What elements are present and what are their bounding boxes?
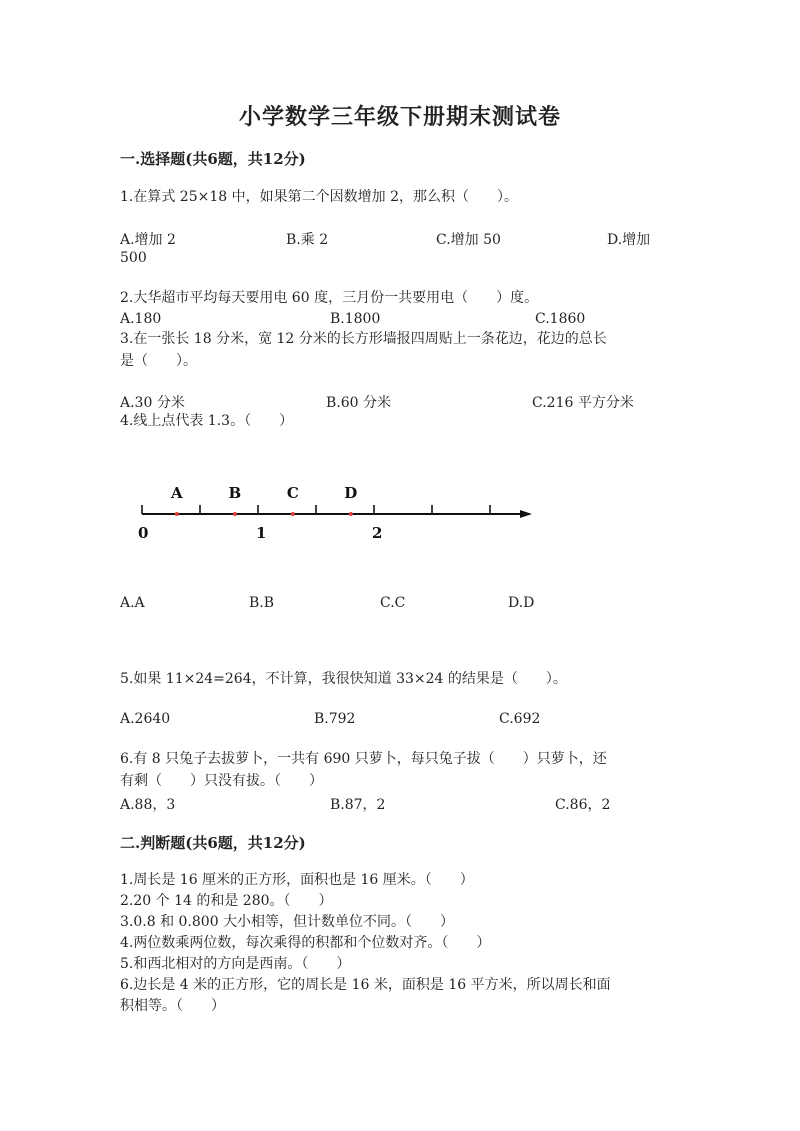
judge-item-3: 3.0.8 和 0.800 大小相等，但计数单位不同。（ ） (120, 914, 455, 930)
q4-option-d: D.D (508, 595, 535, 611)
q4-option-c: C.C (380, 595, 406, 611)
q2-option-b: B.1800 (330, 311, 381, 327)
q4-option-b: B.B (249, 595, 275, 611)
question-3-line-2: 是（ ）。 (120, 353, 197, 369)
number-line-point-label: A (170, 484, 183, 502)
question-3-line-1: 3.在一张长 18 分米，宽 12 分米的长方形墙报四周贴上一条花边，花边的总长 (120, 331, 607, 347)
number-line-point-label: D (344, 484, 358, 502)
question-6-line-1: 6.有 8 只兔子去拔萝卜，一共有 690 只萝卜，每只兔子拔（ ）只萝卜，还 (120, 751, 607, 767)
question-4: 4.线上点代表 1.3。（ ） (120, 413, 294, 429)
q3-option-c: C.216 平方分米 (532, 395, 634, 411)
judge-item-5: 5.和西北相对的方向是西南。（ ） (120, 956, 351, 972)
judge-item-6-line-1: 6.边长是 4 米的正方形，它的周长是 16 米，面积是 16 平方米，所以周长和面 (120, 977, 611, 993)
question-1: 1.在算式 25×18 中，如果第二个因数增加 2，那么积（ ）。 (120, 189, 518, 205)
judge-item-2: 2.20 个 14 的和是 280。（ ） (120, 893, 333, 909)
q1-option-c: C.增加 50 (436, 232, 501, 248)
section-heading-choice: 一.选择题(共6题，共12分) (120, 150, 306, 168)
q6-option-b: B.87，2 (330, 797, 386, 813)
number-line-point-label: C (286, 484, 299, 502)
question-2: 2.大华超市平均每天要用电 60 度，三月份一共要用电（ ）度。 (120, 290, 539, 306)
question-5: 5.如果 11×24=264，不计算，我很快知道 33×24 的结果是（ ）。 (120, 671, 567, 687)
number-line-point-label: B (228, 484, 242, 502)
q5-option-a: A.2640 (120, 711, 171, 727)
number-line-point (233, 512, 237, 516)
q2-option-a: A.180 (120, 311, 162, 327)
page-title: 小学数学三年级下册期末测试卷 (238, 104, 561, 130)
q1-option-d-continued: 500 (120, 250, 147, 266)
q5-option-c: C.692 (499, 711, 541, 727)
q3-option-a: A.30 分米 (120, 395, 185, 411)
q2-option-c: C.1860 (535, 311, 586, 327)
number-line-point (349, 512, 353, 516)
q3-option-b: B.60 分米 (326, 395, 392, 411)
number-line-point (291, 512, 295, 516)
judge-item-1: 1.周长是 16 厘米的正方形，面积也是 16 厘米。（ ） (120, 872, 474, 888)
q1-option-a: A.增加 2 (120, 232, 176, 248)
judge-item-4: 4.两位数乘两位数，每次乘得的积都和个位数对齐。（ ） (120, 935, 491, 951)
number-line-tick-label: 0 (138, 524, 149, 542)
q5-option-b: B.792 (314, 711, 356, 727)
question-6-line-2: 有剩（ ）只没有拔。（ ） (120, 773, 323, 789)
q4-option-a: A.A (120, 595, 145, 611)
number-line-tick-label: 2 (372, 524, 383, 542)
number-line-point (175, 512, 179, 516)
judge-item-6-line-2: 积相等。（ ） (120, 998, 225, 1014)
q1-option-b: B.乘 2 (286, 232, 329, 248)
number-line-tick-label: 1 (256, 524, 267, 542)
section-heading-judge: 二.判断题(共6题，共12分) (120, 834, 306, 852)
number-line-figure (120, 470, 550, 550)
q6-option-c: C.86，2 (555, 797, 611, 813)
number-line-arrow (520, 510, 532, 518)
q6-option-a: A.88，3 (120, 797, 176, 813)
q1-option-d: D.增加 (607, 232, 651, 248)
